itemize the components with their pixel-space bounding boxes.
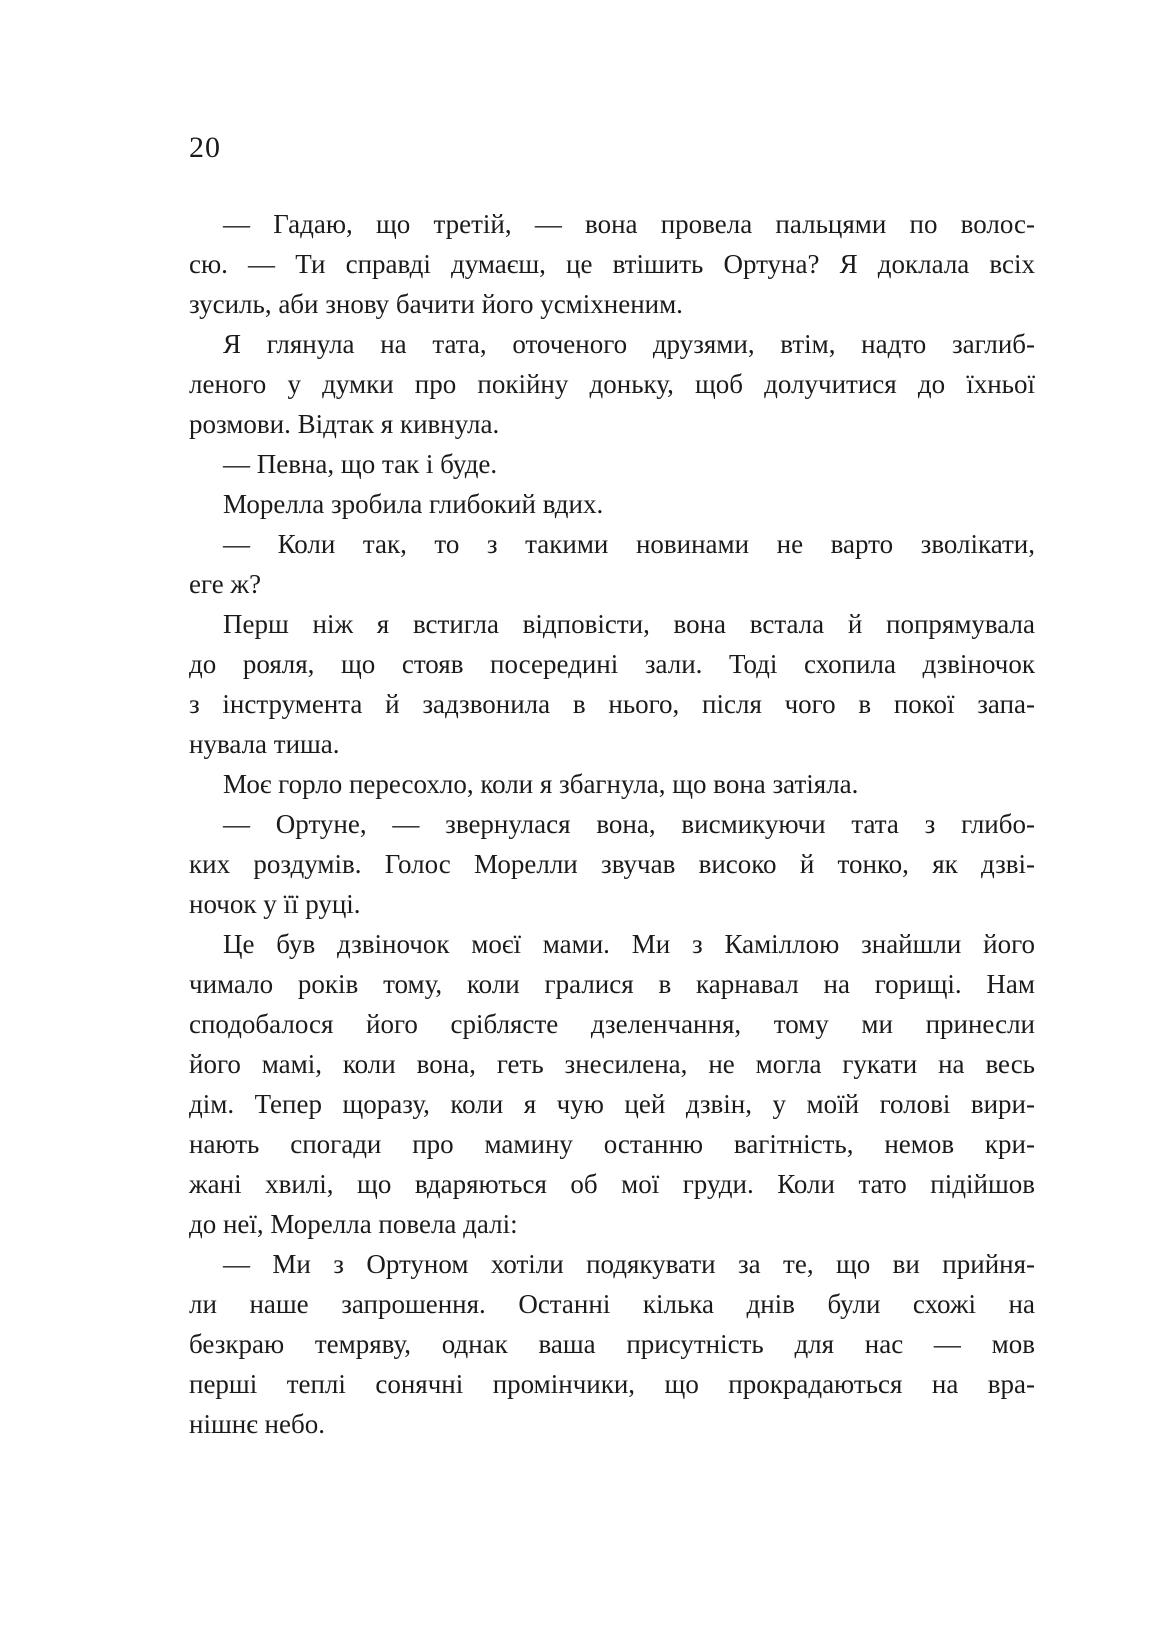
text-line: чимало років тому, коли гралися в карнавал на горищі. Нам — [189, 969, 1035, 999]
text-line: нішнє небо. — [189, 1409, 325, 1439]
text-line: леного у думки про покійну доньку, щоб долучитися до їхньої — [189, 369, 1035, 399]
paragraph — [189, 324, 1035, 444]
text-line: — Коли так, то з такими новинами не варто зволікати, — [223, 529, 1035, 559]
text-line: перші теплі сонячні промінчики, що прокрадаються на вра- — [189, 1369, 1035, 1399]
text-line: — Ортуне, — звернулася вона, висмикуючи тата з глибо- — [223, 809, 1035, 839]
text-line: — Гадаю, що третій, — вона провела пальцями по волос- — [223, 209, 1035, 239]
text-line: Морелла зробила глибокий вдих. — [223, 489, 604, 519]
text-line: Я глянула на тата, оточеного друзями, втім, надто заглиб- — [223, 329, 1035, 359]
text-line: його мамі, коли вона, геть знесилена, не могла гукати на весь — [189, 1049, 1035, 1079]
text-line: до неї, Морелла повела далі: — [189, 1209, 518, 1239]
text-line: сю. — Ти справді думаєш, це втішить Ортуна? Я доклала всіх — [189, 249, 1035, 279]
text-line: еге ж? — [189, 569, 262, 599]
text-line: ночок у її руці. — [189, 889, 361, 919]
text-line: нають спогади про мамину останню вагітність, немов кри- — [189, 1129, 1035, 1159]
text-line: Це був дзвіночок моєї мами. Ми з Каміллою знайшли його — [223, 929, 1035, 959]
paragraph — [189, 924, 1035, 1244]
text-line: Моє горло пересохло, коли я збагнула, що вона затіяла. — [223, 769, 859, 799]
text-line: Перш ніж я встигла відповісти, вона встала й попрямувала — [223, 609, 1035, 639]
text-line: жані хвилі, що вдаряються об мої груди. Коли тато підійшов — [189, 1169, 1035, 1199]
paragraph — [189, 1244, 1035, 1444]
text-block — [189, 204, 1035, 1444]
text-line: ли наше запрошення. Останні кілька днів були схожі на — [189, 1289, 1035, 1319]
text-line: ких роздумів. Голос Морелли звучав високо й тонко, як дзві- — [189, 849, 1035, 879]
paragraph — [189, 484, 1035, 524]
text-line: — Ми з Ортуном хотіли подякувати за те, що ви прийня- — [223, 1249, 1035, 1279]
text-line: — Певна, що так і буде. — [223, 449, 498, 479]
text-line: безкраю темряву, однак ваша присутність для нас — мов — [189, 1329, 1035, 1359]
paragraph — [189, 204, 1035, 324]
paragraph — [189, 764, 1035, 804]
text-line: сподобалося його сріблясте дзеленчання, тому ми принесли — [189, 1009, 1035, 1039]
page-number: 20 — [189, 131, 221, 164]
text-line: до рояля, що стояв посередині зали. Тоді схопила дзвіночок — [189, 649, 1035, 679]
paragraph — [189, 524, 1035, 604]
paragraph — [189, 804, 1035, 924]
paragraph — [189, 604, 1035, 764]
text-line: нувала тиша. — [189, 729, 340, 759]
text-line: з інструмента й задзвонила в нього, після чого в покої запа- — [189, 689, 1035, 719]
text-line: розмови. Відтак я кивнула. — [189, 409, 500, 439]
text-line: дім. Тепер щоразу, коли я чую цей дзвін, у моїй голові вири- — [189, 1089, 1035, 1119]
text-line: зусиль, аби знову бачити його усміхненим. — [189, 289, 683, 319]
paragraph — [189, 444, 1035, 484]
